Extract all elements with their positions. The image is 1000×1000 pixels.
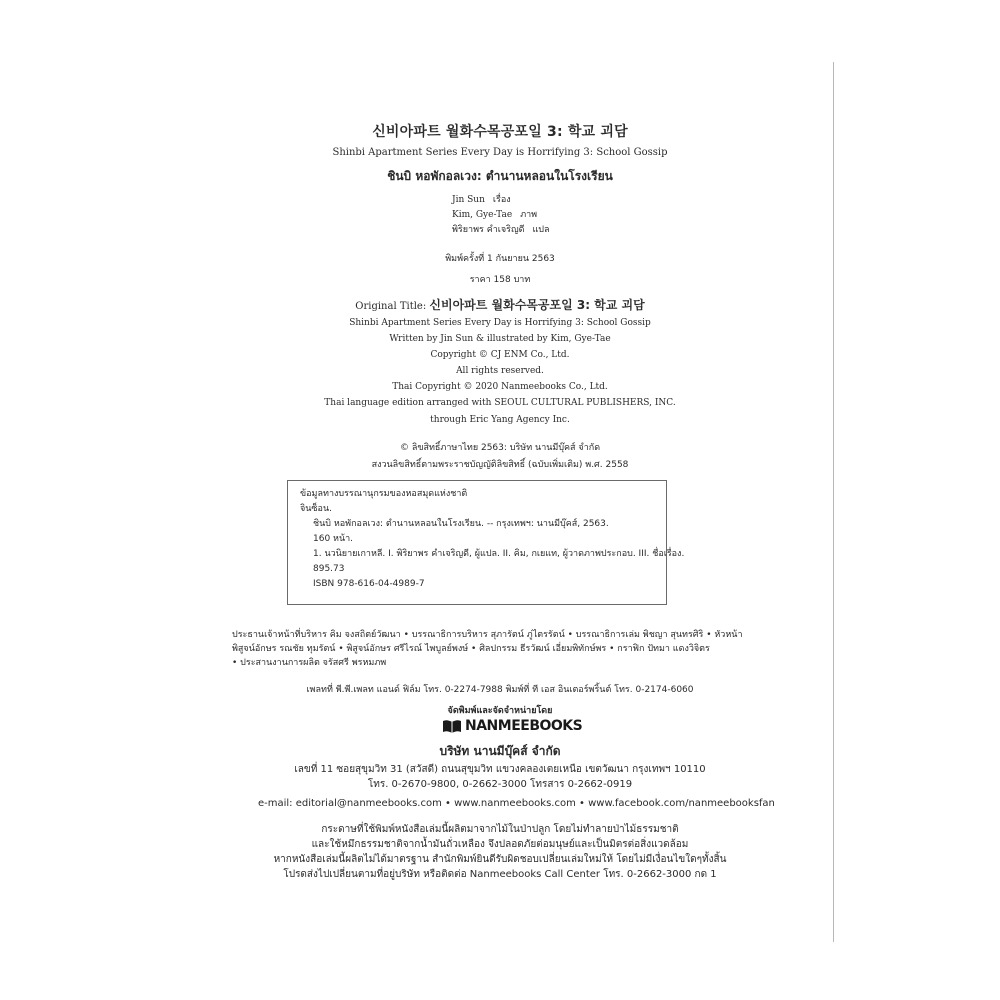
credit-author: Jin Sun เรื่อง — [452, 195, 511, 205]
staff-line-1: ประธานเจ้าหน้าที่บริหาร คิม จงสถิตย์วัฒนา • บรรณาธิการบริหาร สุภารัตน์ ภู่ไตรรัตน์ • บรรณาธิการเล่ม พิชญา สุนทรศิริ • หัวหน้า — [232, 630, 743, 640]
staff-line-2: พิสูจน์อักษร รณชัย ทุมรัตน์ • พิสูจน์อักษร ศรีไรณ์ ไพบูลย์พงษ์ • ศิลปกรรม ธีรวัฒน์ เอี่ยมพิทักษ์พร • กราฟิก ปัทมา แดงวิจิตร — [232, 644, 710, 654]
book-logo-icon — [442, 718, 462, 734]
edition-line: พิมพ์ครั้งที่ 1 กันยายน 2563 — [445, 254, 555, 264]
thai-rights-line-2: สงวนลิขสิทธิ์ตามพระราชบัญญัติลิขสิทธิ์ (ฉบับเพิ่มเติม) พ.ศ. 2558 — [371, 460, 629, 470]
notice-line-4: โปรดส่งไปเปลี่ยนตามที่อยู่บริษัท หรือติดต่อ Nanmeebooks Call Center โทร. 0-2662-3000 กด 1 — [283, 869, 717, 880]
nanmeebooks-logo — [442, 717, 582, 735]
original-title-label: Original Title: — [355, 301, 427, 312]
staff-line-3: • ประสานงานการผลิต จรัสศรี พรหมภพ — [232, 658, 387, 668]
title-korean: 신비아파트 월화수목공포일 3: 학교 괴담 — [372, 124, 628, 140]
credits-list — [452, 196, 550, 241]
staff-credits — [232, 631, 792, 673]
title-english: Shinbi Apartment Series Every Day is Horrifying 3: School Gossip — [332, 147, 668, 158]
thai-copyright-line: Thai Copyright © 2020 Nanmeebooks Co., Ltd. — [392, 382, 608, 392]
rights-line: All rights reserved. — [456, 366, 544, 376]
phone-line: โทร. 0-2670-9800, 0-2662-3000 โทรสาร 0-2662-0919 — [367, 779, 633, 790]
catalog-title: ชินบิ หอพักอลเวง: ตำนานหลอนในโรงเรียน. -- กรุงเทพฯ: นานมีบุ๊คส์, 2563. — [313, 519, 609, 529]
original-title-english: Shinbi Apartment Series Every Day is Horrifying 3: School Gossip — [349, 318, 651, 328]
thai-rights-line-1: © ลิขสิทธิ์ภาษาไทย 2563: บริษัท นานมีบุ๊คส์ จำกัด — [399, 443, 601, 453]
page-edge-divider — [833, 62, 834, 942]
company-name: บริษัท นานมีบุ๊คส์ จำกัด — [439, 744, 561, 758]
logo-wordmark: NANMEEBOOKS — [465, 718, 583, 734]
catalog-heading: ข้อมูลทางบรรณานุกรมของหอสมุดแห่งชาติ — [300, 489, 468, 499]
notice-line-2: และใช้หมึกธรรมชาติจากน้ำมันถั่วเหลือง จึงปลอดภัยต่อมนุษย์และเป็นมิตรต่อสิ่งแวดล้อม — [311, 839, 689, 850]
publisher-address-block — [0, 765, 1000, 795]
copyright-line: Copyright © CJ ENM Co., Ltd. — [430, 350, 570, 360]
catalog-subjects: 1. นวนิยายเกาหลี. I. พิริยาพร คำเจริญดี, ผู้แปล. II. คิม, กเยแท, ผู้วาดภาพประกอบ. III. ชื่อเรื่อง. — [313, 549, 685, 559]
arranged-line: Thai language edition arranged with SEOUL CULTURAL PUBLISHERS, INC. — [324, 398, 676, 408]
original-title-korean: 신비아파트 월화수목공포일 3: 학교 괴담 — [429, 298, 645, 312]
written-by-line: Written by Jin Sun & illustrated by Kim, Gye-Tae — [389, 334, 611, 344]
catalog-isbn: ISBN 978-616-04-4989-7 — [313, 579, 425, 589]
printers-line: เพลทที่ พี.พี.เพลท แอนด์ ฟิล์ม โทร. 0-2274-7988 พิมพ์ที่ ที เอส อินเตอร์พริ้นต์ โทร. 0-2174-6060 — [306, 685, 694, 695]
credit-illustrator: Kim, Gye-Tae ภาพ — [452, 210, 538, 220]
notice-line-3: หากหนังสือเล่มนี้ผลิตไม่ได้มาตรฐาน สำนักพิมพ์ยินดีรับผิดชอบเปลี่ยนเล่มใหม่ให้ โดยไม่มีเงื่อนไขใดๆทั้งสิ้น — [273, 854, 727, 865]
catalog-data-box — [287, 480, 685, 605]
original-title-line — [0, 296, 1000, 313]
catalog-author: จินซ็อน. — [300, 504, 332, 514]
contact-line: e-mail: editorial@nanmeebooks.com • www.nanmeebooks.com • www.facebook.com/nanmeebooksfan — [258, 798, 775, 809]
paper-notice — [0, 825, 1000, 885]
agency-line: through Eric Yang Agency Inc. — [430, 415, 570, 425]
catalog-pages: 160 หน้า. — [313, 534, 354, 544]
address-line: เลขที่ 11 ซอยสุขุมวิท 31 (สวัสดี) ถนนสุขุมวิท แขวงคลองเตยเหนือ เขตวัฒนา กรุงเทพฯ 10110 — [294, 764, 706, 775]
credit-translator: พิริยาพร คำเจริญดี แปล — [452, 225, 550, 235]
price-line: ราคา 158 บาท — [469, 275, 531, 285]
notice-line-1: กระดาษที่ใช้พิมพ์หนังสือเล่มนี้ผลิตมาจากไม้ในป่าปลูก โดยไม่ทำลายป่าไม้ธรรมชาติ — [321, 824, 679, 835]
publisher-label: จัดพิมพ์และจัดจำหน่ายโดย — [447, 706, 553, 716]
catalog-classification: 895.73 — [313, 564, 345, 574]
title-thai: ชินบิ หอพักอลเวง: ตำนานหลอนในโรงเรียน — [387, 169, 613, 183]
